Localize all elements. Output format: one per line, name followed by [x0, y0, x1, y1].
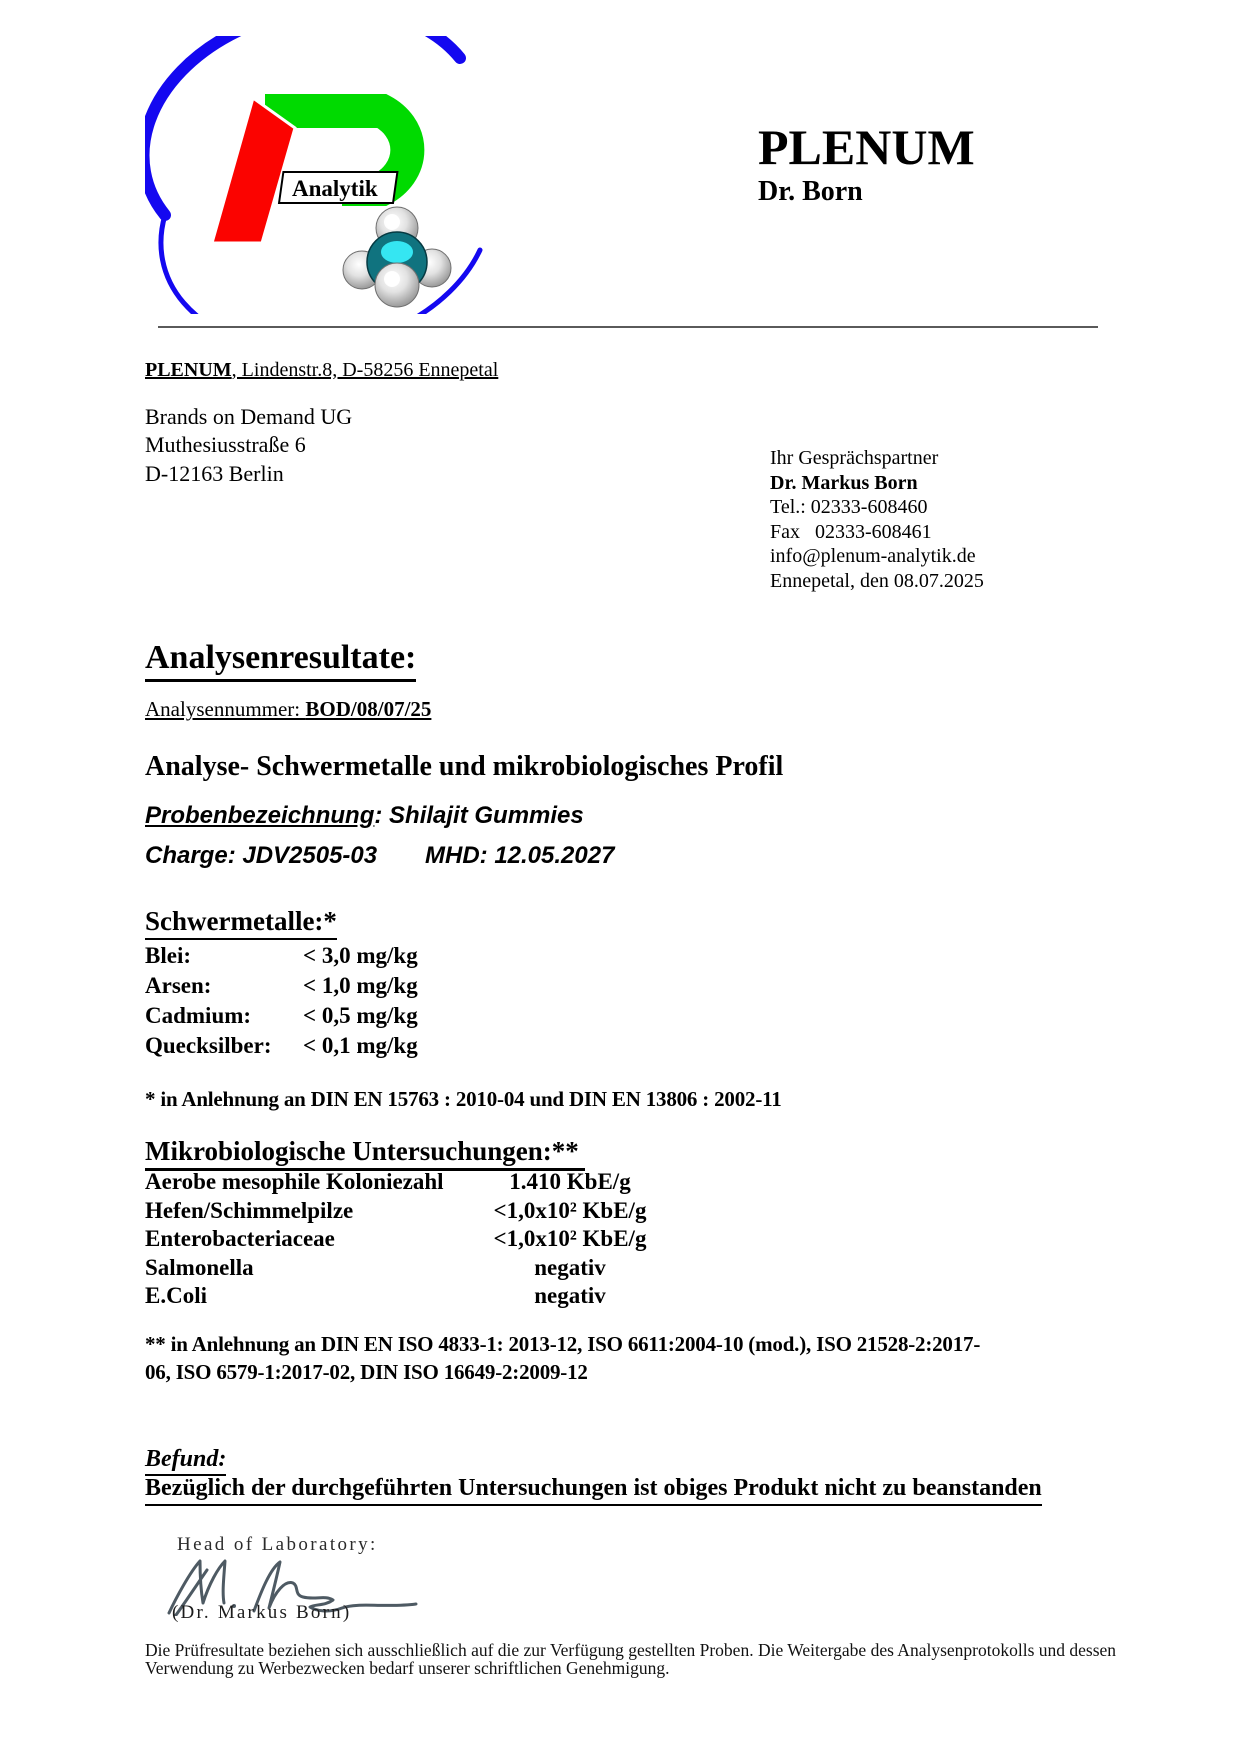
micro-value: negativ — [534, 1254, 606, 1280]
header-divider — [158, 326, 1098, 328]
heavy-metals-heading: Schwermetalle:* — [145, 906, 337, 940]
footer-line: Die Prüfresultate beziehen sich ausschließlich auf die zur Verfügung gestellten Proben. Die Weitergabe des Analysenprotokolls und dessen — [145, 1640, 1117, 1660]
recipient-line: D-12163 Berlin — [145, 460, 284, 486]
analysis-number-line — [145, 697, 431, 722]
charge-line — [145, 842, 614, 870]
table-row — [145, 1031, 418, 1061]
signatory-name: (Dr. Markus Born) — [172, 1602, 352, 1623]
sample-label: Probenbezeichnung — [145, 802, 375, 829]
table-row — [145, 1168, 660, 1197]
table-row — [145, 1001, 418, 1031]
recipient-line: Muthesiusstraße 6 — [145, 432, 306, 458]
micro-value: negativ — [534, 1283, 606, 1309]
analytik-label: Analytik — [292, 176, 378, 201]
table-row — [145, 1254, 660, 1283]
table-row — [145, 941, 418, 971]
sample-value: Shilajit Gummies — [389, 802, 584, 829]
heavy-metals-footnote: * in Anlehnung an DIN EN 15763 : 2010-04 und DIN EN 13806 : 2002-11 — [145, 1087, 782, 1111]
metal-value: < 1,0 mg/kg — [303, 973, 418, 998]
microbiology-table — [145, 1168, 660, 1311]
sender-company: PLENUM — [145, 359, 232, 381]
plenum-analytik-logo — [145, 36, 585, 314]
micro-value: <1,0x10² KbE/g — [493, 1226, 647, 1252]
analysis-title: Analyse- Schwermetalle und mikrobiologisches Profil — [145, 751, 784, 782]
metal-value: < 0,5 mg/kg — [303, 1003, 418, 1028]
recipient-line: Brands on Demand UG — [145, 404, 353, 429]
mhd-value: MHD: 12.05.2027 — [425, 842, 615, 869]
logo-red-bar — [212, 98, 295, 243]
contact-fax: Fax 02333-608461 — [770, 520, 932, 543]
micro-label: Salmonella — [145, 1254, 254, 1280]
sender-line — [145, 359, 498, 382]
microbiology-footnote — [145, 1331, 980, 1386]
micro-label: Hefen/Schimmelpilze — [145, 1197, 354, 1223]
metal-value: < 3,0 mg/kg — [303, 943, 418, 968]
contact-date: Ennepetal, den 08.07.2025 — [770, 569, 984, 592]
micro-label: Enterobacteriaceae — [145, 1226, 335, 1252]
footnote-line: ** in Anlehnung an DIN EN ISO 4833-1: 2013-12, ISO 6611:2004-10 (mod.), ISO 21528-2:2017- — [145, 1332, 981, 1356]
metal-label: Arsen: — [145, 973, 212, 998]
footer-disclaimer — [145, 1641, 1116, 1678]
analysis-number-label: Analysennummer: — [145, 697, 306, 721]
metal-label: Quecksilber: — [145, 1033, 272, 1058]
contact-intro: Ihr Gesprächspartner — [770, 447, 939, 469]
footer-line: Verwendung zu Werbezwecken bedarf unserer schriftlichen Genehmigung. — [145, 1658, 670, 1679]
results-heading: Analysenresultate: — [145, 639, 416, 682]
contact-name: Dr. Markus Born — [770, 471, 918, 494]
microbiology-heading: Mikrobiologische Untersuchungen:** — [145, 1136, 585, 1171]
contact-email: info@plenum-analytik.de — [770, 545, 976, 568]
sender-address: , Lindenstr.8, D-58256 Ennepetal — [231, 359, 499, 381]
brand-block — [758, 118, 975, 208]
micro-label: Aerobe mesophile Koloniezahl — [145, 1169, 444, 1194]
charge-value: Charge: JDV2505-03 — [145, 842, 378, 869]
contact-tel: Tel.: 02333-608460 — [770, 496, 928, 519]
metal-label: Cadmium: — [145, 1003, 252, 1028]
befund-label: Befund: — [145, 1446, 226, 1476]
table-row — [145, 1225, 660, 1254]
recipient-address — [145, 403, 352, 488]
micro-value: <1,0x10² KbE/g — [493, 1197, 647, 1223]
brand-subtitle: Dr. Born — [758, 176, 863, 207]
table-row — [145, 1282, 660, 1311]
micro-label: E.Coli — [145, 1283, 207, 1309]
befund-statement: Bezüglich der durchgeführten Untersuchungen ist obiges Produkt nicht zu beanstanden — [145, 1475, 1042, 1506]
metal-label: Blei: — [145, 943, 191, 968]
heavy-metals-table — [145, 941, 418, 1061]
table-row — [145, 971, 418, 1001]
footnote-line: 06, ISO 6579-1:2017-02, DIN ISO 16649-2:2009-12 — [145, 1359, 588, 1384]
contact-block — [770, 446, 984, 594]
analysis-number-value: BOD/08/07/25 — [305, 697, 432, 721]
brand-name: PLENUM — [758, 119, 975, 175]
head-of-laboratory-label: Head of Laboratory: — [177, 1534, 378, 1555]
sample-line — [145, 802, 584, 830]
molecule-icon — [343, 207, 451, 307]
metal-value: < 0,1 mg/kg — [303, 1033, 418, 1058]
sample-separator: : — [374, 802, 390, 829]
micro-value: 1.410 KbE/g — [509, 1169, 631, 1194]
table-row — [145, 1197, 660, 1226]
